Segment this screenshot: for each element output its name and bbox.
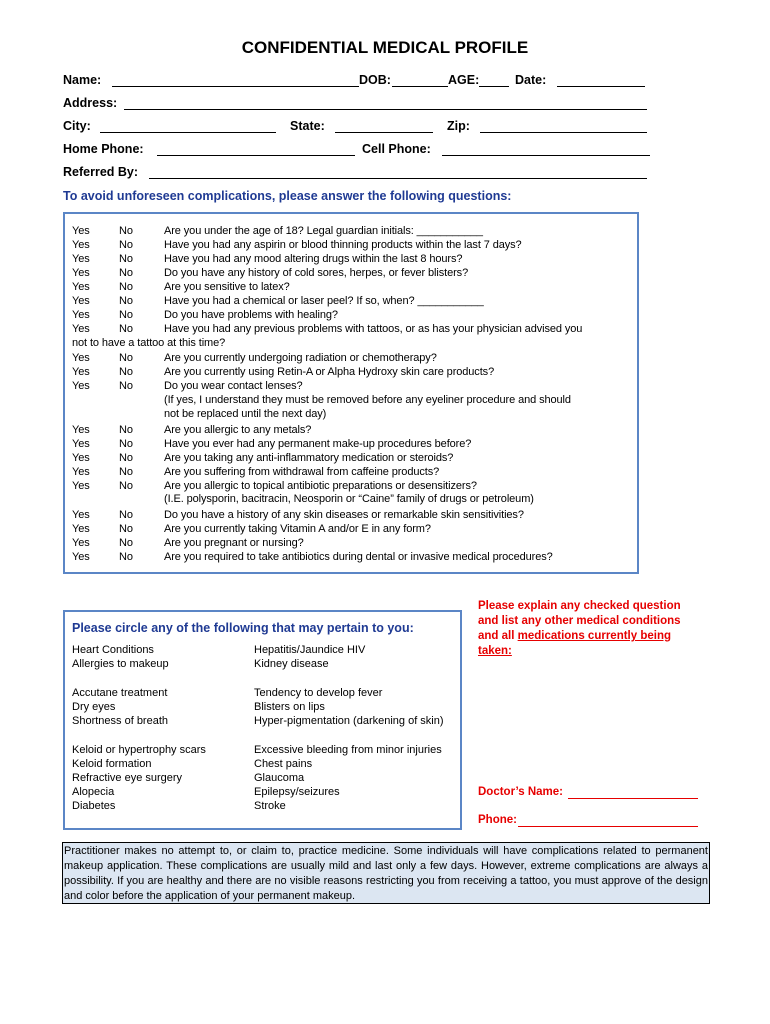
age-field[interactable] — [479, 86, 509, 87]
yes-option[interactable]: Yes — [72, 267, 90, 279]
no-option[interactable]: No — [119, 352, 133, 364]
city-label: City: — [63, 119, 91, 133]
no-option[interactable]: No — [119, 239, 133, 251]
explain-instructions — [478, 599, 708, 659]
explain-line: taken: — [478, 645, 512, 657]
state-label: State: — [290, 119, 325, 133]
yes-option[interactable]: Yes — [72, 537, 90, 549]
yes-option[interactable]: Yes — [72, 253, 90, 265]
no-option[interactable]: No — [119, 523, 133, 535]
page-title: CONFIDENTIAL MEDICAL PROFILE — [241, 38, 529, 57]
yes-option[interactable]: Yes — [72, 452, 90, 464]
date-field[interactable] — [557, 86, 645, 87]
condition-item[interactable]: Glaucoma — [254, 772, 305, 784]
state-field[interactable] — [335, 132, 433, 133]
no-option[interactable]: No — [119, 281, 133, 293]
yes-option[interactable]: Yes — [72, 309, 90, 321]
yes-option[interactable]: Yes — [72, 380, 90, 392]
yes-option[interactable]: Yes — [72, 509, 90, 521]
no-option[interactable]: No — [119, 509, 133, 521]
yes-option[interactable]: Yes — [72, 323, 90, 335]
condition-item[interactable]: Dry eyes — [72, 701, 116, 713]
yes-option[interactable]: Yes — [72, 466, 90, 478]
question-text: Do you wear contact lenses? — [164, 380, 303, 392]
cell-phone-field[interactable] — [442, 155, 650, 156]
condition-item[interactable]: Accutane treatment — [72, 687, 168, 699]
no-option[interactable]: No — [119, 424, 133, 436]
no-option[interactable]: No — [119, 537, 133, 549]
yes-option[interactable]: Yes — [72, 551, 90, 563]
yes-option[interactable]: Yes — [72, 352, 90, 364]
condition-item[interactable]: Keloid formation — [72, 758, 152, 770]
condition-item[interactable]: Kidney disease — [254, 658, 329, 670]
zip-label: Zip: — [447, 119, 470, 133]
condition-item[interactable]: Blisters on lips — [254, 701, 325, 713]
condition-item[interactable]: Refractive eye surgery — [72, 772, 183, 784]
question-text: Have you had any aspirin or blood thinning products within the last 7 days? — [164, 239, 522, 251]
condition-item[interactable]: Stroke — [254, 800, 286, 812]
condition-item[interactable]: Diabetes — [72, 800, 116, 812]
question-continuation: not be replaced until the next day) — [164, 408, 327, 420]
question-continuation: not to have a tattoo at this time? — [72, 337, 226, 349]
question-continuation: (I.E. polysporin, bacitracin, Neosporin or “Caine” family of drugs or petroleum) — [164, 493, 534, 505]
no-option[interactable]: No — [119, 480, 133, 492]
no-option[interactable]: No — [119, 466, 133, 478]
question-text: Are you currently undergoing radiation or chemotherapy? — [164, 352, 437, 364]
question-text: Are you allergic to any metals? — [164, 424, 312, 436]
name-field[interactable] — [112, 86, 359, 87]
question-text: Have you ever had any permanent make-up procedures before? — [164, 438, 472, 450]
question-text: Are you currently taking Vitamin A and/or E in any form? — [164, 523, 431, 535]
explain-line: Please explain any checked question — [478, 600, 681, 612]
yes-option[interactable]: Yes — [72, 239, 90, 251]
age-label: AGE: — [448, 73, 480, 87]
condition-item[interactable]: Shortness of breath — [72, 715, 169, 727]
referred-by-field[interactable] — [149, 178, 647, 179]
dob-field[interactable] — [392, 86, 448, 87]
yes-option[interactable]: Yes — [72, 295, 90, 307]
cell-phone-label: Cell Phone: — [362, 142, 431, 156]
yes-option[interactable]: Yes — [72, 480, 90, 492]
question-text: Are you suffering from withdrawal from caffeine products? — [164, 466, 440, 478]
doctor-phone-field[interactable] — [518, 826, 698, 827]
question-text: Have you had any previous problems with tattoos, or as has your physician advised you — [164, 323, 583, 335]
condition-item[interactable]: Epilepsy/seizures — [254, 786, 340, 798]
no-option[interactable]: No — [119, 380, 133, 392]
referred-by-label: Referred By: — [63, 165, 139, 179]
doctor-name-label: Doctor’s Name: — [478, 786, 563, 798]
city-field[interactable] — [100, 132, 276, 133]
date-label: Date: — [515, 73, 547, 87]
condition-item[interactable]: Excessive bleeding from minor injuries — [254, 744, 442, 756]
no-option[interactable]: No — [119, 366, 133, 378]
no-option[interactable]: No — [119, 225, 133, 237]
question-text: Are you currently using Retin-A or Alpha Hydroxy skin care products? — [164, 366, 495, 378]
yes-option[interactable]: Yes — [72, 438, 90, 450]
condition-item[interactable]: Hyper-pigmentation (darkening of skin) — [254, 715, 444, 727]
condition-item[interactable]: Heart Conditions — [72, 644, 154, 656]
question-text: Are you required to take antibiotics during dental or invasive medical procedures? — [164, 551, 553, 563]
question-text: Do you have any history of cold sores, herpes, or fever blisters? — [164, 267, 469, 279]
condition-item[interactable]: Chest pains — [254, 758, 313, 770]
yes-option[interactable]: Yes — [72, 366, 90, 378]
question-text: Do you have a history of any skin diseases or remarkable skin sensitivities? — [164, 509, 524, 521]
no-option[interactable]: No — [119, 253, 133, 265]
question-continuation: (If yes, I understand they must be removed before any eyeliner procedure and should — [164, 394, 571, 406]
questions-intro: To avoid unforeseen complications, please answer the following questions: — [63, 189, 512, 203]
yes-option[interactable]: Yes — [72, 225, 90, 237]
home-phone-label: Home Phone: — [63, 142, 144, 156]
address-label: Address: — [63, 96, 118, 110]
condition-item[interactable]: Keloid or hypertrophy scars — [72, 744, 206, 756]
no-option[interactable]: No — [119, 309, 133, 321]
condition-item[interactable]: Tendency to develop fever — [254, 687, 383, 699]
explain-line: and list any other medical conditions — [478, 615, 681, 627]
no-option[interactable]: No — [119, 438, 133, 450]
address-field[interactable] — [124, 109, 647, 110]
condition-item[interactable]: Hepatitis/Jaundice HIV — [254, 644, 366, 656]
yes-option[interactable]: Yes — [72, 424, 90, 436]
condition-item[interactable]: Alopecia — [72, 786, 115, 798]
conditions-title: Please circle any of the following that may pertain to you: — [72, 621, 414, 635]
doctor-phone-label: Phone: — [478, 814, 517, 826]
question-text: Do you have problems with healing? — [164, 309, 338, 321]
dob-label: DOB: — [359, 73, 391, 87]
no-option[interactable]: No — [119, 323, 133, 335]
yes-option[interactable]: Yes — [72, 281, 90, 293]
question-text: Are you sensitive to latex? — [164, 281, 290, 293]
no-option[interactable]: No — [119, 267, 133, 279]
zip-field[interactable] — [480, 132, 647, 133]
doctor-name-field[interactable] — [568, 798, 698, 799]
no-option[interactable]: No — [119, 551, 133, 563]
question-text: Have you had any mood altering drugs within the last 8 hours? — [164, 253, 463, 265]
name-label: Name: — [63, 73, 102, 87]
yes-option[interactable]: Yes — [72, 523, 90, 535]
question-text: Are you allergic to topical antibiotic preparations or desensitizers? — [164, 480, 477, 492]
explain-line: and all medications currently being — [478, 630, 671, 642]
disclaimer-box: Practitioner makes no attempt to, or claim to, practice medicine. Some individuals will have complications related to permanent makeup application. These complications are usually mild and last only a few days. However, extreme complications are always a possibility. If you are healthy and there are no visible reasons restricting you from receiving a tattoo, you must approve of the design and color before the application of your permanent makeup. — [62, 842, 710, 904]
condition-item[interactable]: Allergies to makeup — [72, 658, 169, 670]
question-text: Are you taking any anti-inflammatory medication or steroids? — [164, 452, 454, 464]
question-text: Are you under the age of 18? Legal guardian initials: ___________ — [164, 225, 483, 237]
question-text: Are you pregnant or nursing? — [164, 537, 304, 549]
question-text: Have you had a chemical or laser peel? If so, when? ___________ — [164, 295, 484, 307]
home-phone-field[interactable] — [157, 155, 355, 156]
no-option[interactable]: No — [119, 452, 133, 464]
no-option[interactable]: No — [119, 295, 133, 307]
